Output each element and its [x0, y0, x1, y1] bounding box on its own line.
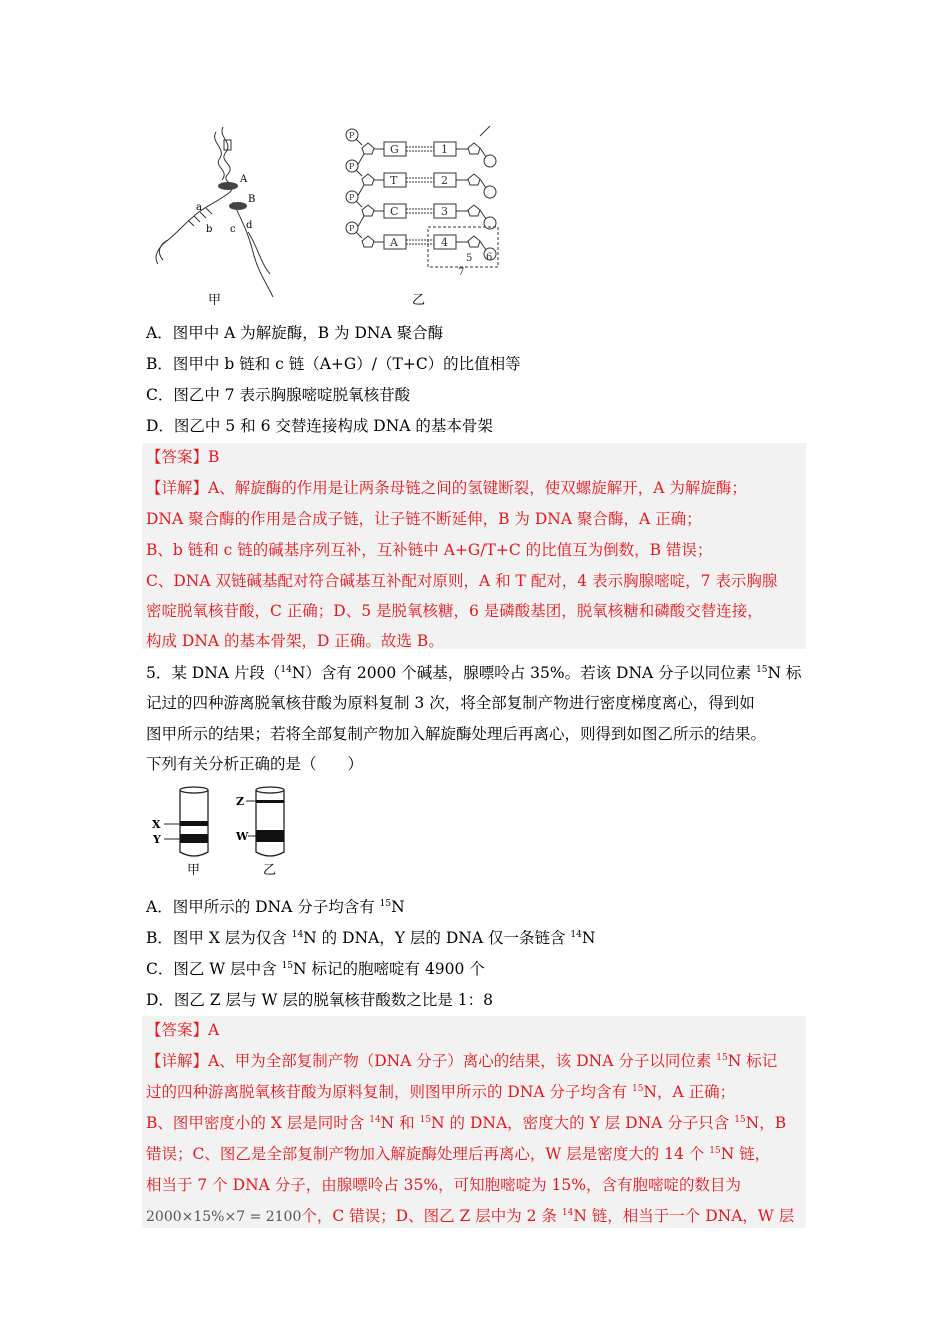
formula-image: 2000×15%×7 = 2100 — [146, 1209, 302, 1225]
q4-explanation-3: B、b 链和 c 链的碱基序列互补，互补链中 A+G/T+C 的比值互为倒数，B 错误； — [146, 541, 713, 559]
sugar-left — [362, 236, 374, 247]
phosphate-bond-right — [480, 179, 486, 188]
caption-yi: 乙 — [412, 293, 426, 308]
q5-explanation-5: 相当于 7 个 DNA 分子，由腺嘌呤占 35%，可知胞嘧啶为 15%，含有胞嘧啶的数目为 — [146, 1176, 742, 1194]
figure-dna-structure-yi — [340, 122, 510, 312]
q5-explanation-2: 过的四种游离脱氧核苷酸为原料复制，则图甲所示的 DNA 分子均含有 $^{15}$N，A 正确； — [146, 1083, 736, 1101]
phosphate-bond — [356, 139, 362, 145]
q5-option-d: D．图乙 Z 层与 W 层的脱氧核苷酸数之比是 1：8 — [146, 991, 493, 1009]
label-7: 7 — [458, 267, 465, 278]
q4-option-b: B．图甲中 b 链和 c 链（A+G）/（T+C）的比值相等 — [146, 355, 521, 373]
sugar-right — [468, 143, 480, 154]
phosphate-label: P — [349, 162, 355, 171]
tube-caption-jia: 甲 — [187, 863, 201, 878]
q4-explanation-5: 密啶脱氧核苷酸，C 正确；D、5 是脱氧核糖，6 是磷酸基团，脱氧核糖和磷酸交替连接， — [146, 602, 763, 620]
phosphate-bond — [356, 232, 362, 238]
q4-explanation-6: 构成 DNA 的基本骨架，D 正确。故选 B。 — [146, 632, 444, 650]
label-d: d — [246, 220, 253, 231]
base-left-label: C — [390, 205, 399, 218]
q4-explanation-1: 【详解】A、解旋酶的作用是让两条母链之间的氢键断裂，使双螺旋解开，A 为解旋酶； — [146, 479, 747, 497]
q4-explanation-2: DNA 聚合酶的作用是合成子链，让子链不断延伸，B 为 DNA 聚合酶，A 正确； — [146, 510, 702, 528]
sugar-left — [362, 143, 374, 154]
q5-explanation-4: 错误；C、图乙是全部复制产物加入解旋酶处理后再离心，W 层是密度大的 14 个 $^{15}$N 链， — [146, 1145, 771, 1163]
tube-label-y: Y — [153, 833, 161, 846]
base-left-label: T — [390, 174, 398, 187]
base-right-label: 1 — [441, 143, 448, 156]
sugar-left — [362, 205, 374, 216]
label-5: 5 — [466, 253, 473, 264]
q5-stem-2: 记过的四种游离脱氧核苷酸为原料复制 3 次，将全部复制产物进行密度梯度离心，得到如 — [146, 694, 755, 712]
q5-stem-4: 下列有关分析正确的是（ ） — [146, 755, 364, 773]
label-A: A — [240, 174, 248, 185]
phosphate-bond-right — [480, 148, 486, 157]
tube-label-w: W — [236, 830, 249, 843]
q5-stem-3: 图甲所示的结果；若将全部复制产物加入解旋酶处理后再离心，则得到如图乙所示的结果。 — [146, 725, 767, 743]
q5-explanation-1: 【详解】A、甲为全部复制产物（DNA 分子）离心的结果，该 DNA 分子以同位素 $^{15}$N 标记 — [146, 1052, 778, 1070]
strand-end — [480, 126, 490, 136]
q4-explanation-4: C、DNA 双链碱基配对符合碱基互补配对原则，A 和 T 配对，4 表示胸腺嘧啶，7 表示胸腺 — [146, 572, 778, 590]
phosphate-bond-right — [480, 241, 486, 250]
base-right-label: 4 — [441, 236, 448, 249]
sugar-right — [468, 205, 480, 216]
sugar-right — [468, 236, 480, 247]
base-left-label: A — [390, 236, 398, 249]
q4-option-d: D．图乙中 5 和 6 交替连接构成 DNA 的基本骨架 — [146, 417, 493, 435]
base-right-label: 3 — [441, 205, 448, 218]
label-b: b — [206, 224, 213, 235]
phosphate-bond-right — [480, 210, 486, 219]
sugar-right — [468, 174, 480, 185]
sugar-left — [362, 174, 374, 185]
q5-answer: 【答案】A — [146, 1021, 220, 1039]
tube-label-z: Z — [236, 795, 245, 808]
caption-jia: 甲 — [208, 293, 222, 308]
label-c: c — [230, 224, 236, 235]
q5-option-a: A．图甲所示的 DNA 分子均含有 $^{15}$N — [146, 898, 405, 916]
tube-caption-yi: 乙 — [263, 863, 277, 878]
figure-centrifuge-tubes — [150, 780, 300, 880]
label-B: B — [248, 194, 256, 205]
phosphate-label: P — [349, 193, 355, 202]
phosphate-bond — [356, 170, 362, 176]
base-left-label: G — [390, 143, 399, 156]
q5-option-c: C．图乙 W 层中含 $^{15}$N 标记的胞嘧啶有 4900 个 — [146, 960, 485, 978]
q5-explanation-3: B、图甲密度小的 X 层是同时含 $^{14}$N 和 $^{15}$N 的 DNA，密度大的 Y 层 DNA 分子只含 $^{15}$N，B — [146, 1114, 787, 1132]
base-right-label: 2 — [441, 174, 448, 187]
q5-stem-1: 5．某 DNA 片段（$^{14}$N）含有 2000 个碱基，腺嘌呤占 35%。若该 DNA 分子以同位素 $^{15}$N 标 — [146, 664, 802, 682]
figure-replication-jia — [148, 122, 298, 312]
phosphate-label: P — [349, 224, 355, 233]
tube-label-x: X — [152, 818, 161, 831]
q4-option-c: C．图乙中 7 表示胸腺嘧啶脱氧核苷酸 — [146, 386, 411, 404]
label-a: a — [196, 202, 202, 213]
phosphate-bond — [356, 201, 362, 207]
phosphate-label: P — [349, 131, 355, 140]
q5-option-b: B．图甲 X 层为仅含 $^{14}$N 的 DNA，Y 层的 DNA 仅一条链含 $^{14}$N — [146, 929, 596, 947]
q4-answer: 【答案】B — [146, 448, 220, 466]
q5-explanation-6: 2000×15%×7 = 2100个，C 错误；D、图乙 Z 层中为 2 条 $^{14}$N 链，相当于一个 DNA，W 层 — [146, 1207, 795, 1225]
q4-option-a: A．图甲中 A 为解旋酶，B 为 DNA 聚合酶 — [146, 324, 444, 342]
label-6: 6 — [486, 252, 493, 263]
